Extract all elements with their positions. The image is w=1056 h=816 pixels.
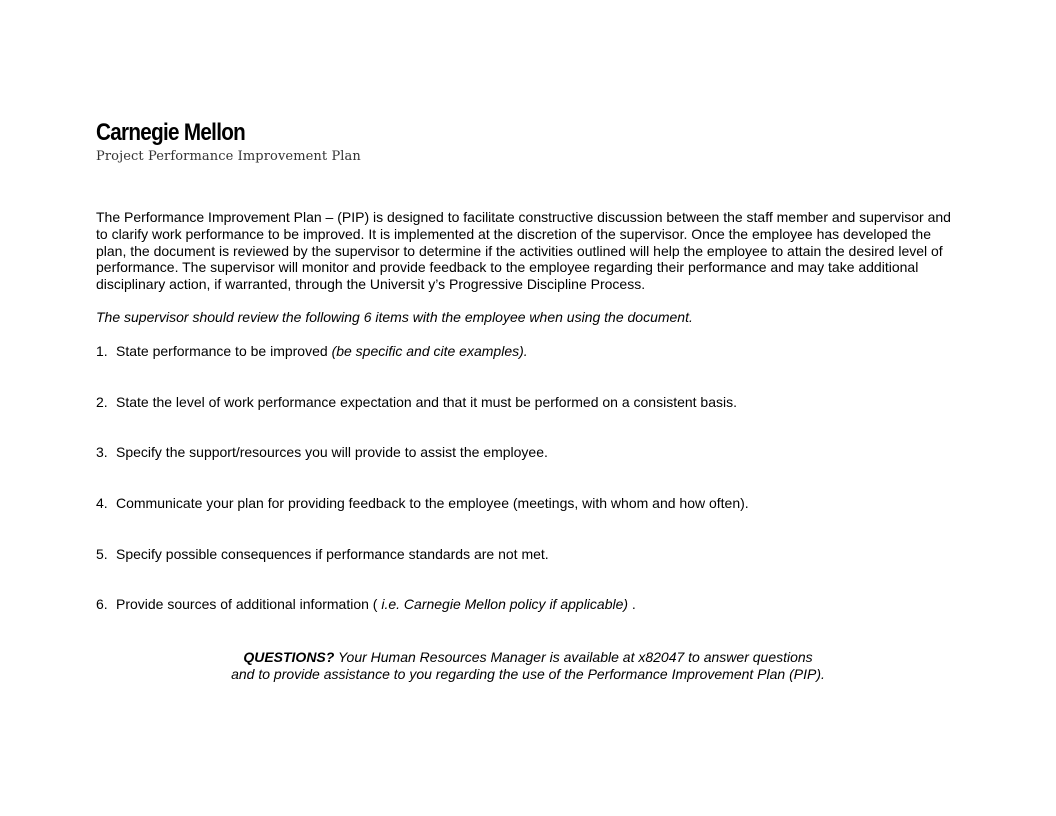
item-number: 1.	[96, 342, 108, 359]
list-item	[96, 394, 956, 411]
item-number: 5.	[96, 545, 108, 562]
list-item	[96, 546, 956, 563]
questions-line-1	[0, 649, 1056, 666]
item-text: Communicate your plan for providing feedback to the employee (meetings, with whom and how often).	[116, 495, 749, 512]
item-number: 3.	[96, 444, 108, 461]
brand-title: Carnegie Mellon	[96, 119, 246, 146]
item-number: 2.	[96, 393, 108, 410]
item-text: State the level of work performance expectation and that it must be performed on a consistent basis.	[116, 393, 738, 410]
instruction-text: The supervisor should review the following 6 items with the employee when using the document.	[96, 308, 693, 325]
list-item	[96, 444, 956, 461]
item-italic-text: i.e. Carnegie Mellon policy if applicable)	[381, 596, 629, 613]
item-italic-text: (be specific and cite examples).	[331, 342, 528, 359]
document-subtitle: Project Performance Improvement Plan	[96, 149, 361, 164]
questions-footer	[0, 649, 1056, 683]
item-number: 6.	[96, 596, 108, 613]
list-item	[96, 343, 956, 360]
document-body	[96, 118, 956, 647]
item-suffix: .	[628, 596, 636, 613]
review-items-list	[96, 343, 956, 613]
list-item	[96, 495, 956, 512]
questions-text: Your Human Resources Manager is available at x82047 to answer questions	[334, 649, 813, 665]
questions-line-2: and to provide assistance to you regarding the use of the Performance Improvement Plan (PIP).	[231, 666, 825, 682]
intro-paragraph: The Performance Improvement Plan – (PIP) is designed to facilitate constructive discussion between the staff member and supervisor and to clarify work performance to be improved. It is implemented at the discretion of the supervisor. Once the employee has developed the plan, the document is reviewed by the supervisor to determine if the activities outlined will help the employee to attain the desired level of performance. The supervisor will monitor and provide feedback to the employee regarding their performance and may take additional disciplinary action, if warranted, through the Universit y’s Progressive Discipline Process.	[96, 209, 951, 293]
list-item	[96, 596, 956, 613]
item-text: State performance to be improved	[116, 342, 332, 359]
item-text: Provide sources of additional information (	[116, 596, 382, 613]
questions-label: QUESTIONS?	[243, 649, 335, 665]
item-text: Specify the support/resources you will provide to assist the employee.	[116, 444, 548, 461]
item-number: 4.	[96, 495, 108, 512]
item-text: Specify possible consequences if performance standards are not met.	[116, 545, 549, 562]
